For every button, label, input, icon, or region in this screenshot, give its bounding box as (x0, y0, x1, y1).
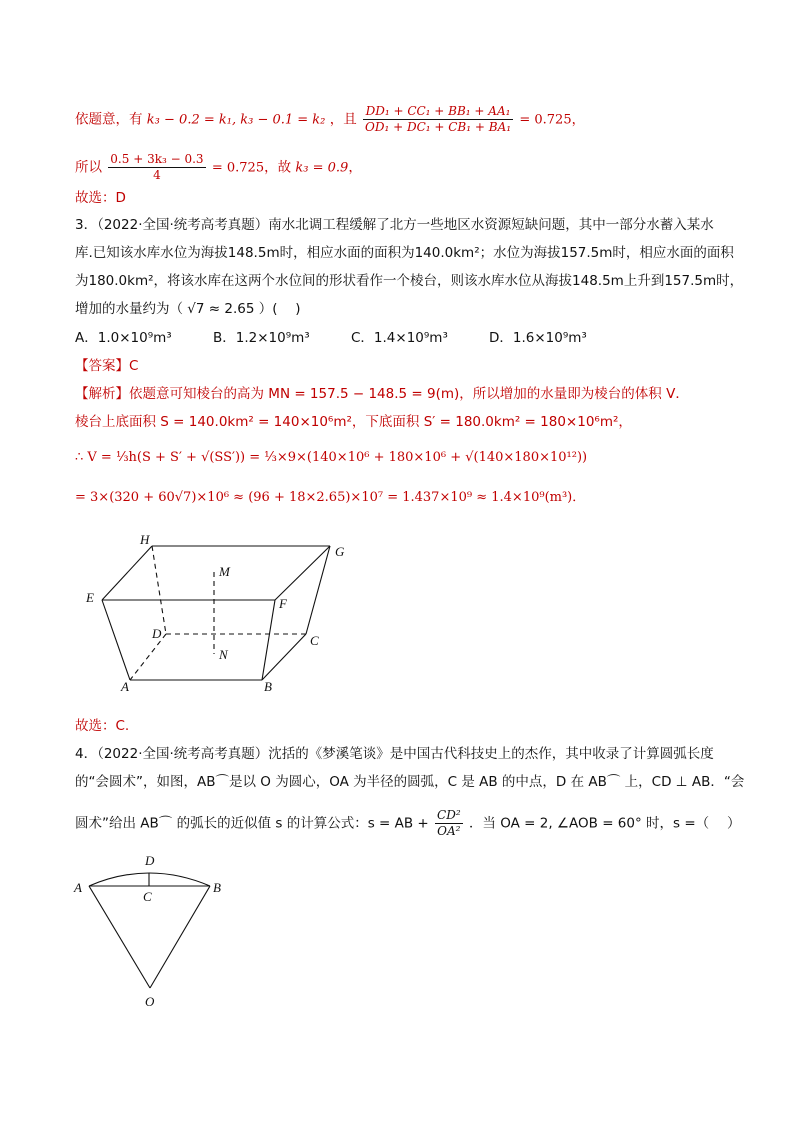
ratio-fraction: $\frac{\text{DD₁ + CC₁ + BB₁ + AA₁}}{\text{OD₁ + DC₁ + CB₁ + BA₁}}$ (365, 104, 512, 134)
q3-answer: 【答案】C (75, 358, 139, 374)
q4-stem-line-1: 4．（2022·全国·统考高考真题）沈括的《梦溪笔谈》是中国古代科技史上的杰作，其中收录了计算圆弧长度 (75, 746, 714, 762)
point-label-m: M (219, 564, 230, 579)
frustum-figure (80, 530, 370, 700)
vertex-label-g: G (335, 544, 345, 559)
q3-option-b: B．1.2×10⁹m³ (213, 330, 310, 346)
q3-stem-line-1: 3．（2022·全国·统考高考真题）南水北调工程缓解了北方一些地区水资源短缺问题，其中一部分水蓄入某水 (75, 217, 714, 233)
k3-fraction: $\frac{\text{0.5 + 3k₃ − 0.3}}{4}$ (110, 152, 204, 182)
point-label-c: C (143, 889, 152, 904)
vertex-label-d: D (152, 626, 162, 641)
q3-choice: 故选：C. (75, 718, 130, 734)
point-label-a: A (74, 880, 82, 895)
q3-volume-line-2: = 3×(320 + 60√7)×10⁶ ≈ (96 + 18×2.65)×10⁷ = 1.437×10⁹ ≈ 1.4×10⁹(m³)． (75, 490, 586, 505)
q3-volume-line-1: ∴ V = ⅓h(S + S′ + √(SS′)) = ⅓×9×(140×10⁶ + 180×10⁶ + √(140×180×10¹²)) (75, 450, 588, 465)
q4-stem-line-3: 圆术”给出 AB⌒ 的弧长的近似值 s 的计算公式：s = AB + $\frac{\text{CD²}}{\text{OA²}}$ ．当 OA = 2, ∠AOB = 60° 时，s =（ ） (75, 808, 741, 838)
vertex-label-h: H (140, 532, 150, 547)
prev-choice: 故选：D (75, 190, 126, 206)
vertex-label-c: C (310, 633, 319, 648)
point-label-o: O (145, 994, 155, 1009)
q3-option-d: D．1.6×10⁹m³ (489, 330, 587, 346)
q3-stem-line-3: 为180.0km²，将该水库在这两个水位间的形状看作一个棱台，则该水库水位从海拔148.5m上升到157.5m时， (75, 273, 744, 289)
vertex-label-b: B (264, 679, 272, 694)
q3-analysis: 【解析】依题意可知棱台的高为 MN = 157.5 − 148.5 = 9(m)，所以增加的水量即为棱台的体积 V． (75, 386, 689, 402)
q3-stem-line-4: 增加的水量约为（ √7 ≈ 2.65 ）( ) (75, 301, 301, 317)
point-label-n: N (219, 647, 228, 662)
q3-options (75, 328, 725, 348)
cd-oa-fraction: $\frac{\text{CD²}}{\text{OA²}}$ (437, 808, 461, 838)
q3-area-line: 棱台上底面积 S = 140.0km² = 140×10⁶m²，下底面积 S′ = 180.0km² = 180×10⁶m²， (75, 414, 632, 430)
vertex-label-f: F (279, 596, 287, 611)
sector-figure (65, 848, 235, 1013)
prev-solution-line-1: 依题意，有 k₃ − 0.2 = k₁, k₃ − 0.1 = k₂ ，且 $\frac{\text{DD₁ + CC₁ + BB₁ + AA₁}}{\text{OD₁ + DC₁ + CB₁ + BA₁}}$ = 0.725， (75, 104, 585, 134)
vertex-label-e: E (86, 590, 94, 605)
q3-stem-line-2: 库.已知该水库水位为海拔148.5m时，相应水面的面积为140.0km²；水位为海拔157.5m时，相应水面的面积 (75, 245, 734, 261)
vertex-label-a: A (121, 679, 129, 694)
point-label-d: D (145, 853, 155, 868)
q3-option-c: C．1.4×10⁹m³ (351, 330, 448, 346)
q4-stem-line-2: 的“会圆术”，如图，AB⌒是以 O 为圆心，OA 为半径的圆弧，C 是 AB 的中点，D 在 AB⌒ 上，CD ⊥ AB．“会 (75, 774, 745, 790)
q3-option-a: A．1.0×10⁹m³ (75, 330, 172, 346)
point-label-b: B (213, 880, 221, 895)
prev-solution-line-2: 所以 $\frac{\text{0.5 + 3k₃ − 0.3}}{4}$ = 0.725，故 k₃ = 0.9， (75, 152, 362, 182)
